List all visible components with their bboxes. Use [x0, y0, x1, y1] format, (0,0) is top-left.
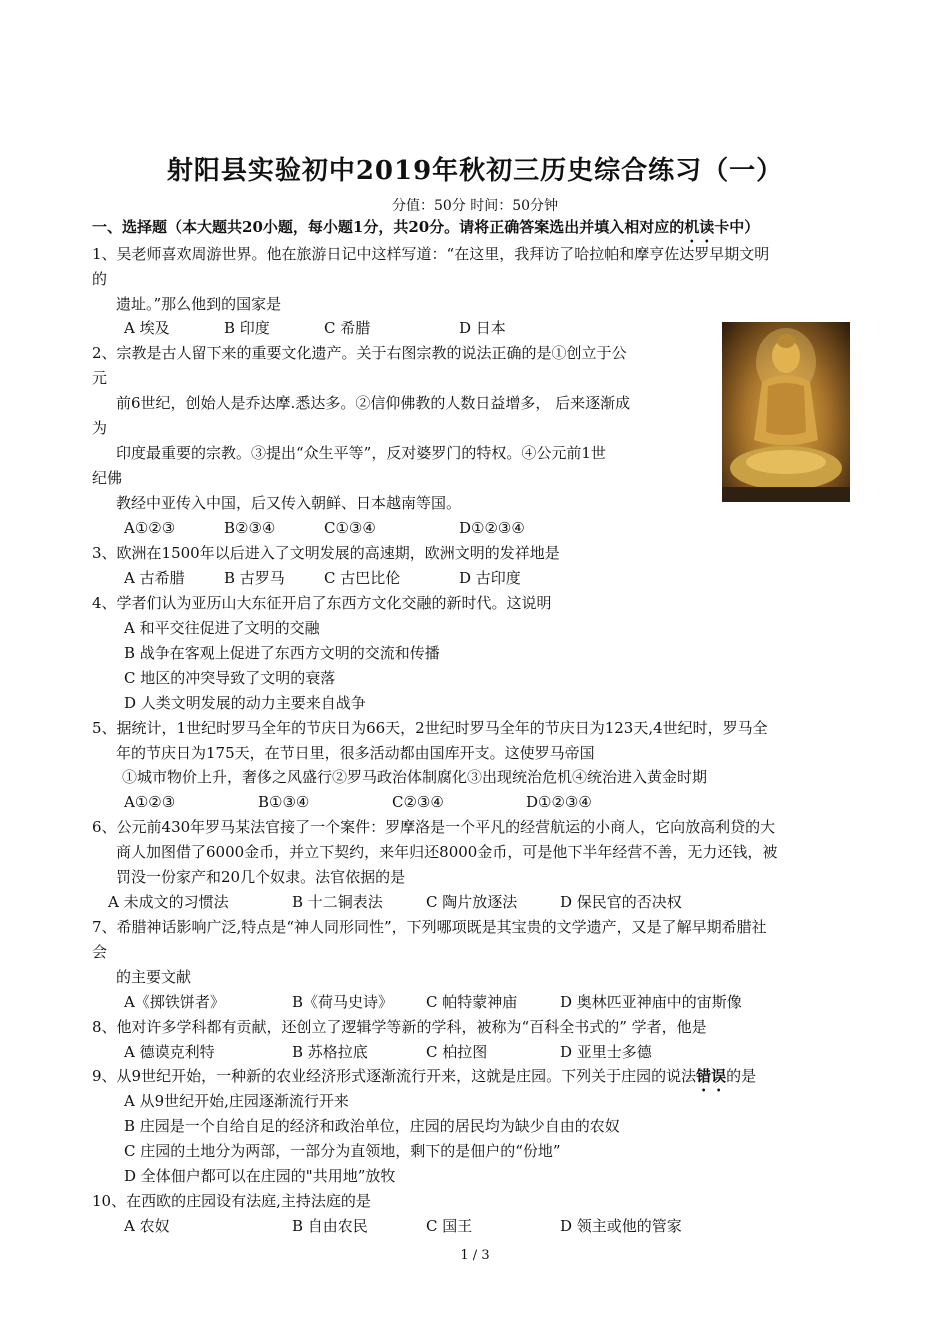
- question-6-options: [108, 892, 748, 912]
- option: C 希腊: [324, 319, 371, 337]
- question-2-text-2: 前6世纪，创始人是乔达摩.悉达多。②信仰佛教的人数日益增多， 后来逐渐成: [116, 394, 631, 412]
- option: C 帕特蒙神庙: [426, 993, 518, 1011]
- question-9-text-pre: 9、从9世纪开始，一种新的农业经济形式逐渐流行开来，这就是庄园。下列关于庄园的说法: [92, 1067, 697, 1085]
- question-5-text-3: ①城市物价上升，奢侈之风盛行②罗马政治体制腐化③出现统治危机④统治进入黄金时期: [122, 768, 708, 786]
- option: A 未成文的习惯法: [108, 893, 229, 911]
- question-4-text: 4、学者们认为亚历山大东征开启了东西方文化交融的新时代。这说明: [92, 594, 552, 612]
- section-heading: [92, 217, 759, 246]
- question-3-text: 3、欧洲在1500年以后进入了文明发展的高速期，欧洲文明的发祥地是: [92, 544, 560, 562]
- question-7-text-2: 的主要文献: [116, 968, 192, 986]
- page-title: 射阳县实验初中2019年秋初三历史综合练习（一）: [166, 156, 784, 186]
- page-subtitle: 分值：50分 时间：50分钟: [391, 198, 559, 214]
- option: D 保民官的否决权: [560, 893, 682, 911]
- option: D①②③④: [526, 793, 592, 811]
- option: B 战争在客观上促进了东西方文明的交流和传播: [124, 644, 440, 662]
- question-2-options: [124, 518, 624, 538]
- question-6-text-2: 商人加图借了6000金币，并立下契约，来年归还8000金币，可是他下半年经营不善，无力还钱，被: [116, 843, 778, 861]
- option: D 全体佃户都可以在庄园的"共用地”放牧: [124, 1167, 396, 1185]
- question-8-options: [124, 1042, 784, 1062]
- option: B①③④: [258, 793, 310, 811]
- option: B 庄园是一个自给自足的经济和政治单位，庄园的居民均为缺少自由的农奴: [124, 1117, 620, 1135]
- option: C②③④: [392, 793, 444, 811]
- question-6-text: 6、公元前430年罗马某法官接了一个案件：罗摩洛是一个平凡的经营航运的小商人，它向放高利贷的大: [92, 818, 776, 836]
- question-2-text-wrap: 元: [92, 369, 108, 387]
- question-9-emphasis: 错误: [696, 1067, 727, 1085]
- page-number: 1 / 3: [460, 1248, 490, 1263]
- option: A①②③: [124, 519, 176, 537]
- question-5-text-2: 年的节庆日为175天，在节日里，很多活动都由国库开支。这使罗马帝国: [116, 744, 595, 762]
- option: C 庄园的土地分为两部，一部分为直领地，剩下的是佃户的“份地”: [124, 1142, 561, 1160]
- option: D 奥林匹亚神庙中的宙斯像: [560, 993, 742, 1011]
- option: C①③④: [324, 519, 376, 537]
- option: A 从9世纪开始,庄园逐渐流行开来: [124, 1092, 349, 1110]
- option: C 古巴比伦: [324, 569, 401, 587]
- option: D 古印度: [459, 569, 521, 587]
- option: D 领主或他的管家: [560, 1217, 682, 1235]
- option: A 埃及: [124, 319, 170, 337]
- option: A 农奴: [124, 1217, 170, 1235]
- question-2-text: 2、宗教是古人留下来的重要文化遗产。关于右图宗教的说法正确的是①创立于公: [92, 344, 627, 362]
- option: B 自由农民: [292, 1217, 368, 1235]
- question-10-text: 10、在西欧的庄园设有法庭,主持法庭的是: [92, 1192, 371, 1210]
- option: C 地区的冲突导致了文明的衰落: [124, 669, 336, 687]
- question-2-text-3-wrap: 纪佛: [92, 469, 123, 487]
- option: B②③④: [224, 519, 276, 537]
- option: A 古希腊: [124, 569, 185, 587]
- option: A 和平交往促进了文明的交融: [124, 619, 320, 637]
- buddha-statue-photo: [722, 322, 850, 502]
- option: A《掷铁饼者》: [124, 993, 225, 1011]
- option: B 苏格拉底: [292, 1043, 368, 1061]
- section-heading-post: 卡中）: [714, 218, 760, 236]
- question-1-text-wrap: 的: [92, 270, 108, 288]
- option: B《荷马史诗》: [292, 993, 394, 1011]
- option: A①②③: [124, 793, 176, 811]
- question-3-options: [124, 568, 624, 588]
- option: A 德谟克利特: [124, 1043, 215, 1061]
- question-2-text-2-wrap: 为: [92, 419, 108, 437]
- section-heading-pre: 一、选择题（本大题共20小题，每小题1分，共20分。请将正确答案选出并填入相对应的: [92, 218, 685, 236]
- option: D①②③④: [459, 519, 525, 537]
- question-2-text-4: 教经中亚传入中国，后又传入朝鲜、日本越南等国。: [116, 494, 462, 512]
- question-7-options: [124, 992, 784, 1012]
- option: D 日本: [459, 319, 506, 337]
- question-2-text-3: 印度最重要的宗教。③提出“众生平等”，反对婆罗门的特权。④公元前1世: [116, 444, 606, 462]
- question-1-text: 1、吴老师喜欢周游世界。他在旅游日记中这样写道：“在这里，我拜访了哈拉帕和摩亨佐达罗早期文明: [92, 245, 770, 263]
- option: B 古罗马: [224, 569, 285, 587]
- question-5-text: 5、据统计，1世纪时罗马全年的节庆日为66天，2世纪时罗马全年的节庆日为123天,4世纪时，罗马全: [92, 719, 768, 737]
- option: D 人类文明发展的动力主要来自战争: [124, 694, 366, 712]
- option: C 国王: [426, 1217, 473, 1235]
- question-1-options: [124, 318, 624, 338]
- option: B 印度: [224, 319, 270, 337]
- option: D 亚里士多德: [560, 1043, 652, 1061]
- section-heading-emphasis: 机读: [684, 218, 715, 236]
- option: B 十二铜表法: [292, 893, 383, 911]
- question-10-options: [124, 1216, 784, 1236]
- question-6-text-3: 罚没一份家产和20几个奴隶。法官依据的是: [116, 868, 406, 886]
- question-1-text-2: 遗址。”那么他到的国家是: [116, 295, 282, 313]
- question-7-text: 7、希腊神话影响广泛,特点是“神人同形同性”，下列哪项既是其宝贵的文学遗产，又是了解早期希腊社: [92, 918, 767, 936]
- question-5-options: [124, 792, 624, 812]
- question-8-text: 8、他对许多学科都有贡献，还创立了逻辑学等新的学科，被称为“百科全书式的” 学者，他是: [92, 1018, 707, 1036]
- option: C 陶片放逐法: [426, 893, 518, 911]
- question-7-text-wrap: 会: [92, 943, 108, 961]
- option: C 柏拉图: [426, 1043, 488, 1061]
- question-9-text-post: 的是: [726, 1067, 757, 1085]
